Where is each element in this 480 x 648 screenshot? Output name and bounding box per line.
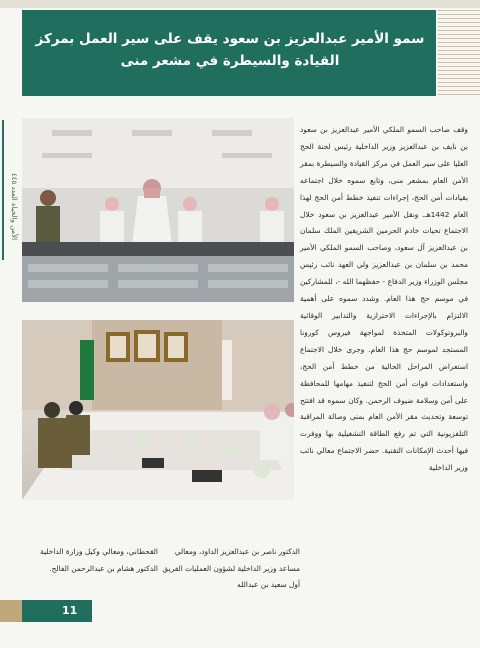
article-title: سمو الأمير عبدالعزيز بن سعود يقف على سير العمل بمركز القيادة والسيطرة في مشعر منى	[35, 31, 425, 69]
article-bottom-middle-column: الدكتور ناصر بن عبدالعزيز الداود، ومعالي مساعد وزير الداخلية لشؤون العمليات الفريق أول سعيد بن عبدالله	[162, 547, 300, 589]
photo-command-center-illustration	[22, 118, 294, 302]
article-bottom-left-column: القحطاني، ومعالي وكيل وزارة الداخلية الدكتور هشام بن عبدالرحمن الفالح.	[40, 547, 158, 573]
photo-meeting-room	[22, 320, 294, 500]
page-number: 11	[22, 600, 92, 622]
page-number-accent	[0, 600, 22, 622]
article-right-column: وقف صاحب السمو الملكي الأمير عبدالعزيز بن سعود بن نايف بن عبدالعزيز وزير الداخلية رئيس لجنة الحج العليا على سير العمل في مركز القيادة والسيطرة بمقر الأمن العام بمشعر منى، وتابع سموه خلال اجتماعه بقيادات أمن الحج، إجراءات تنفيذ خطط أمن الحج لهذا العام 1442هـ. ونقل الأمير عبدالعزيز بن سعود خلال الاجتماع تحيات خادم الحرمين الشريفين الملك سلمان بن عبدالعزيز آل سعود، وصاحب السمو الملكي الأمير محمد بن سلمان بن عبدالعزيز ولي العهد نائب رئيس مجلس الوزراء وزير الدفاع - حفظهما الله -، للمشاركين في موسم حج هذا العام. وشدد سموه على أهمية الالتزام بالإجراءات الاحترازية والتدابير الوقائية والبروتوكولات المتخذة لمواجهة فيروس كورونا المستجد لموسم حج هذا العام. وجرى خلال الاجتماع استعراض المراحل الحالية من خطط أمن الحج، واستعدادات قوات أمن الحج لتنفيذ مهامها للمحافظة على أمن وسلامة ضيوف الرحمن. وكان سموه قد افتتح توسعة وتحديث مقر الأمن العام بمنى وصالة المراقبة التلفزيونية التي تم رفع الطاقة التشغيلية بها ووفرت فيها أحدث الإمكانات التقنية. حضر الاجتماع معالي نائب وزير الداخلية	[300, 125, 468, 473]
top-decorative-line	[0, 0, 480, 8]
side-issue-label: الأمن والحياة العدد ٤٤٥	[10, 172, 18, 240]
header-stripes	[438, 10, 480, 96]
photo-command-center	[22, 118, 294, 302]
photo-meeting-room-illustration	[22, 320, 294, 500]
